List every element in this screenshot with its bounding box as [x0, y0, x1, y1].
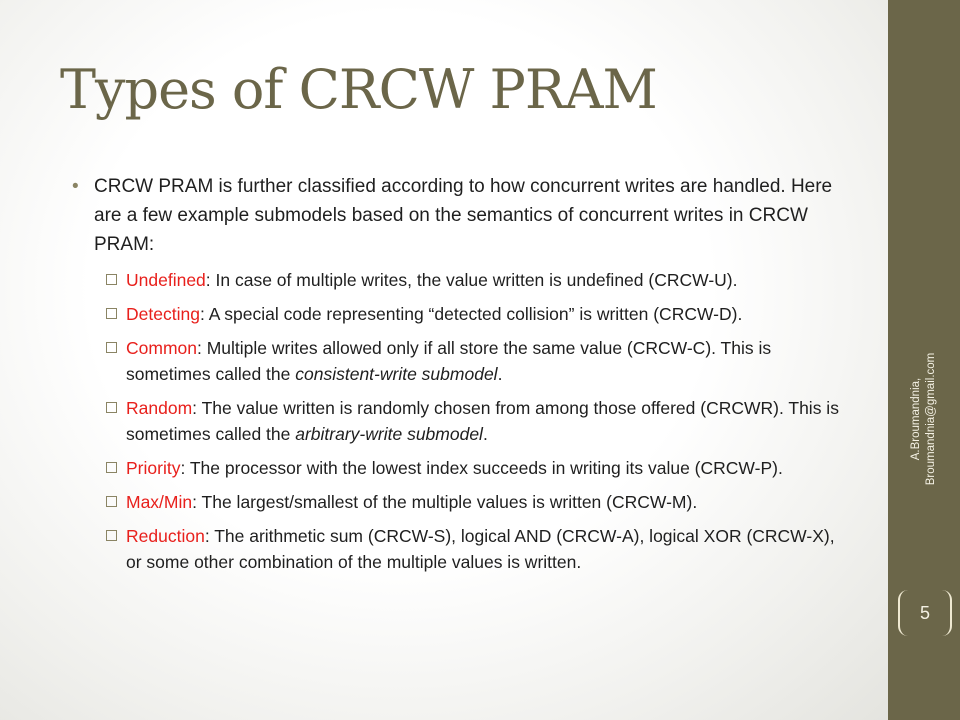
submodel-description: : In case of multiple writes, the value written is undefined (CRCW-U). [205, 270, 738, 290]
square-bullet-icon [106, 462, 117, 473]
square-bullet-icon [106, 308, 117, 319]
submodel-description: : The value written is randomly chosen from among those offered (CRCWR). This is sometimes called the [126, 398, 839, 444]
submodel-description: : Multiple writes allowed only if all store the same value (CRCW-C). This is sometimes called the [126, 338, 772, 384]
square-bullet-icon [106, 530, 117, 541]
submodel-description-end: . [482, 424, 488, 444]
bullet-dot-icon: • [72, 176, 79, 197]
submodel-term: Common [126, 338, 197, 358]
author-name: A.Broumandnia, [910, 377, 923, 461]
submodel-emphasis: consistent-write submodel [295, 364, 498, 384]
submodel-term: Undefined [126, 270, 206, 290]
submodel-term: Max/Min [126, 492, 193, 512]
square-bullet-icon [106, 402, 117, 413]
submodel-description: : The processor with the lowest index succeeds in writing its value (CRCW-P). [180, 458, 783, 478]
page-number: 5 [898, 590, 952, 636]
intro-bullet [72, 172, 852, 259]
submodel-emphasis: arbitrary-write submodel [295, 424, 483, 444]
submodel-item [72, 301, 852, 327]
square-bullet-icon [106, 496, 117, 507]
intro-text: CRCW PRAM is further classified according to how concurrent writes are handled. Here are a few example submodels based on the semantics of concurrent writes in CRCW PRAM: [94, 176, 833, 255]
submodel-description: : A special code representing “detected collision” is written (CRCW-D). [199, 304, 743, 324]
square-bullet-icon [106, 274, 117, 285]
submodel-description: : The arithmetic sum (CRCW-S), logical AND (CRCW-A), logical XOR (CRCW-X), or some other combination of the multiple values is written. [126, 526, 835, 572]
submodel-item [72, 267, 852, 293]
submodel-term: Random [126, 398, 193, 418]
submodel-term: Priority [126, 458, 181, 478]
submodel-description-end: . [497, 364, 503, 384]
author-credit [894, 331, 954, 507]
slide-content [72, 172, 852, 583]
submodel-item [72, 489, 852, 515]
author-credit-text [909, 353, 939, 485]
submodel-item [72, 395, 852, 447]
slide-title: Types of CRCW PRAM [60, 58, 657, 121]
square-bullet-icon [106, 342, 117, 353]
submodel-term: Reduction [126, 526, 205, 546]
submodel-item [72, 455, 852, 481]
submodel-item [72, 335, 852, 387]
author-email: Broumandnia@gmail.com [925, 352, 938, 486]
submodel-description: : The largest/smallest of the multiple values is written (CRCW-M). [192, 492, 698, 512]
submodel-item [72, 523, 852, 575]
submodel-term: Detecting [126, 304, 200, 324]
